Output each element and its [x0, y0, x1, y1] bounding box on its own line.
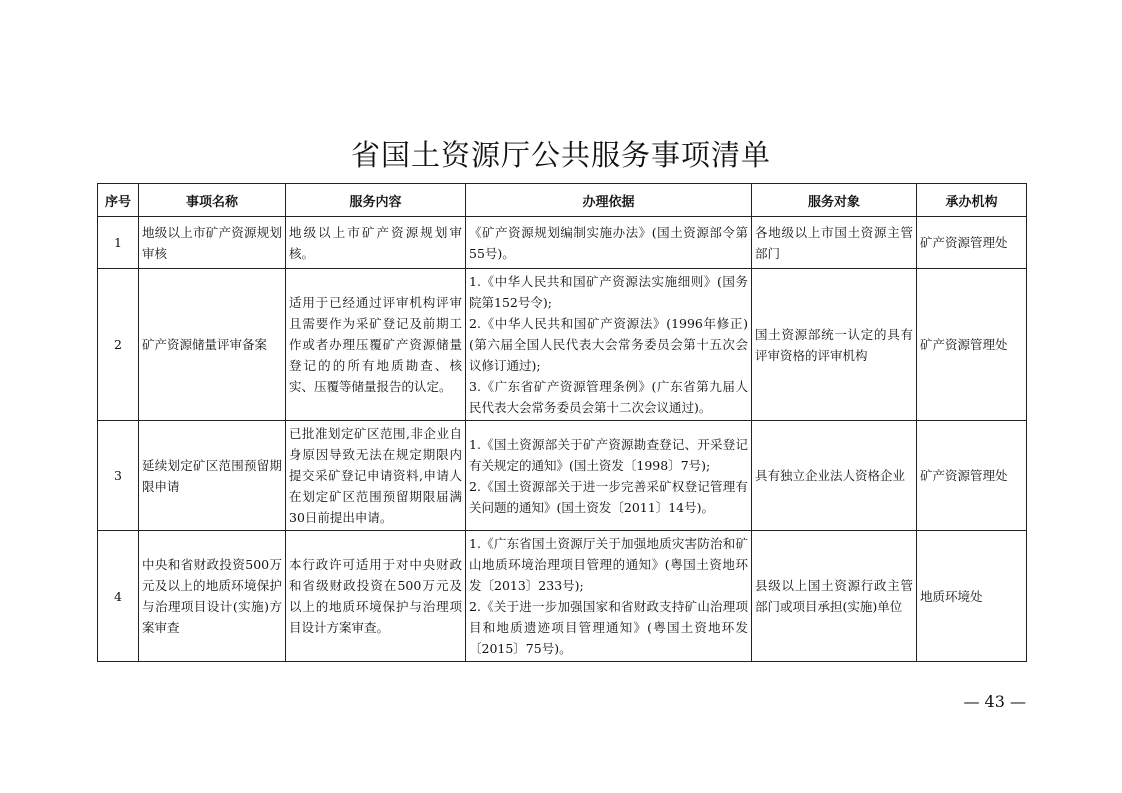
service-content: 地级以上市矿产资源规划审核。 [286, 217, 466, 269]
document-title: 省国土资源厅公共服务事项清单 [350, 138, 771, 172]
basis-entry: 1.《广东省国土资源厅关于加强地质灾害防治和矿山地质环境治理项目管理的通知》(粤国土资地环发〔2013〕233号); [469, 536, 748, 593]
basis-entry: 2.《中华人民共和国矿产资源法》(1996年修正)(第六届全国人民代表大会常务委员会第十五次会议修订通过); [469, 316, 748, 373]
table-row [98, 421, 1027, 531]
table-row [98, 531, 1027, 662]
row-number: 2 [98, 269, 139, 421]
agency: 矿产资源管理处 [917, 269, 1027, 421]
header-service-target: 服务对象 [752, 184, 917, 217]
row-number: 4 [98, 531, 139, 662]
agency: 矿产资源管理处 [917, 421, 1027, 531]
service-content: 已批准划定矿区范围,非企业自身原因导致无法在规定期限内提交采矿登记申请资料,申请人在划定矿区范围预留期限届满30日前提出申请。 [286, 421, 466, 531]
header-no: 序号 [98, 184, 139, 217]
table-header-row [98, 184, 1027, 217]
item-name: 矿产资源储量评审备案 [139, 269, 286, 421]
header-item-name: 事项名称 [139, 184, 286, 217]
basis-cell [466, 269, 752, 421]
service-target: 具有独立企业法人资格企业 [752, 421, 917, 531]
agency: 地质环境处 [917, 531, 1027, 662]
item-name: 中央和省财政投资500万元及以上的地质环境保护与治理项目设计(实施)方案审查 [139, 531, 286, 662]
service-target: 国土资源部统一认定的具有评审资格的评审机构 [752, 269, 917, 421]
service-items-table [97, 183, 1027, 662]
table-row [98, 269, 1027, 421]
header-agency: 承办机构 [917, 184, 1027, 217]
basis-entry: 2.《关于进一步加强国家和省财政支持矿山治理项目和地质遗迹项目管理通知》(粤国土资地环发〔2015〕75号)。 [469, 599, 748, 656]
service-target: 各地级以上市国土资源主管部门 [752, 217, 917, 269]
service-content: 本行政许可适用于对中央财政和省级财政投资在500万元及以上的地质环境保护与治理项目设计方案审查。 [286, 531, 466, 662]
agency: 矿产资源管理处 [917, 217, 1027, 269]
basis-cell [466, 421, 752, 531]
row-number: 1 [98, 217, 139, 269]
service-content: 适用于已经通过评审机构评审且需要作为采矿登记及前期工作或者办理压覆矿产资源储量登记的的所有地质勘查、核实、压覆等储量报告的认定。 [286, 269, 466, 421]
basis-entry: 1.《中华人民共和国矿产资源法实施细则》(国务院第152号令); [469, 274, 748, 310]
header-basis: 办理依据 [466, 184, 752, 217]
basis-cell [466, 531, 752, 662]
page-number: — 43 — [963, 692, 1026, 711]
basis-entry: 1.《国土资源部关于矿产资源勘查登记、开采登记有关规定的通知》(国土资发〔1998〕7号); [469, 436, 748, 473]
header-service-content: 服务内容 [286, 184, 466, 217]
basis-entry: 3.《广东省矿产资源管理条例》(广东省第九届人民代表大会常务委员会第十二次会议通过)。 [469, 379, 748, 415]
basis-cell [466, 217, 752, 269]
item-name: 地级以上市矿产资源规划审核 [139, 217, 286, 269]
row-number: 3 [98, 421, 139, 531]
table-row [98, 217, 1027, 269]
item-name: 延续划定矿区范围预留期限申请 [139, 421, 286, 531]
service-target: 县级以上国土资源行政主管部门或项目承担(实施)单位 [752, 531, 917, 662]
basis-entry: 2.《国土资源部关于进一步完善采矿权登记管理有关问题的通知》(国土资发〔2011〕14号)。 [469, 478, 748, 515]
basis-entry: 《矿产资源规划编制实施办法》(国土资源部令第55号)。 [469, 224, 748, 261]
